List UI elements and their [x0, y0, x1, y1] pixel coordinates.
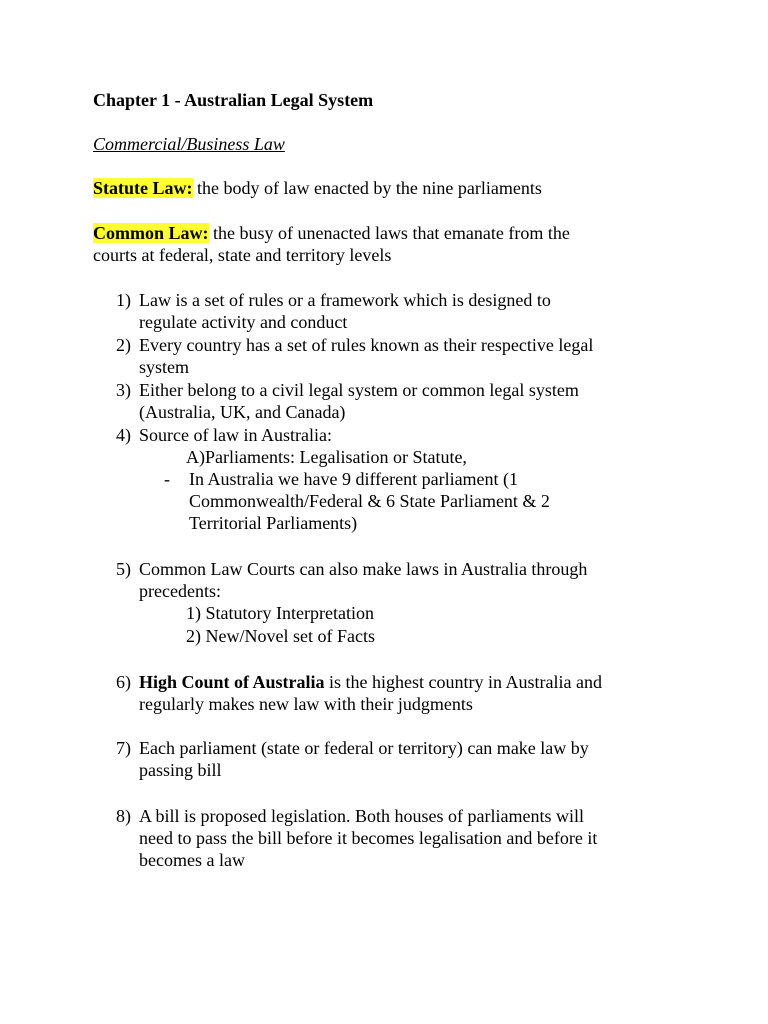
- list-item-text: is the highest country in Australia and: [324, 672, 602, 692]
- bullet-line: Territorial Parliaments): [189, 513, 358, 533]
- list-number: 5): [116, 559, 131, 579]
- list-item-line: regularly makes new law with their judgments: [139, 694, 473, 714]
- list-item-line: [139, 671, 602, 693]
- sub-item: 2) New/Novel set of Facts: [186, 626, 375, 646]
- definition-common-law: [93, 222, 570, 244]
- list-item-line: system: [139, 357, 190, 377]
- list-item-line: A bill is proposed legislation. Both houses of parliaments will: [139, 806, 584, 826]
- list-item-line: regulate activity and conduct: [139, 312, 348, 332]
- definition-statute-law: [93, 177, 542, 199]
- list-number: 4): [116, 425, 131, 445]
- list-number: 8): [116, 806, 131, 826]
- list-item-line: precedents:: [139, 581, 221, 601]
- list-item-line: Source of law in Australia:: [139, 425, 332, 445]
- bullet-line: Commonwealth/Federal & 6 State Parliament & 2: [189, 491, 550, 511]
- definition-text: the busy of unenacted laws that emanate from the: [208, 223, 570, 243]
- list-number: 2): [116, 335, 131, 355]
- bullet-line: In Australia we have 9 different parliament (1: [189, 469, 519, 489]
- list-item-line: Either belong to a civil legal system or common legal system: [139, 380, 579, 400]
- section-subtitle: Commercial/Business Law: [93, 134, 285, 154]
- sub-item: 1) Statutory Interpretation: [186, 603, 374, 623]
- list-number: 6): [116, 672, 131, 692]
- list-number: 7): [116, 738, 131, 758]
- list-number: 3): [116, 380, 131, 400]
- definition-text: the body of law enacted by the nine parliaments: [192, 178, 542, 198]
- list-item-line: becomes a law: [139, 850, 245, 870]
- page-title: Chapter 1 - Australian Legal System: [93, 90, 374, 110]
- list-item-line: passing bill: [139, 760, 222, 780]
- list-item-line: need to pass the bill before it becomes legalisation and before it: [139, 828, 598, 848]
- list-item-line: Every country has a set of rules known as their respective legal: [139, 335, 594, 355]
- bold-term: High Count of Australia: [139, 672, 325, 692]
- bullet-dash: -: [164, 469, 170, 489]
- highlighted-term: Common Law:: [93, 223, 209, 243]
- list-item-line: Law is a set of rules or a framework which is designed to: [139, 290, 551, 310]
- list-item-line: Common Law Courts can also make laws in Australia through: [139, 559, 588, 579]
- list-item-line: Each parliament (state or federal or territory) can make law by: [139, 738, 589, 758]
- sub-item: A)Parliaments: Legalisation or Statute,: [186, 447, 467, 467]
- list-item-line: (Australia, UK, and Canada): [139, 402, 346, 422]
- definition-text-continued: courts at federal, state and territory levels: [93, 245, 392, 265]
- list-number: 1): [116, 290, 131, 310]
- highlighted-term: Statute Law:: [93, 178, 193, 198]
